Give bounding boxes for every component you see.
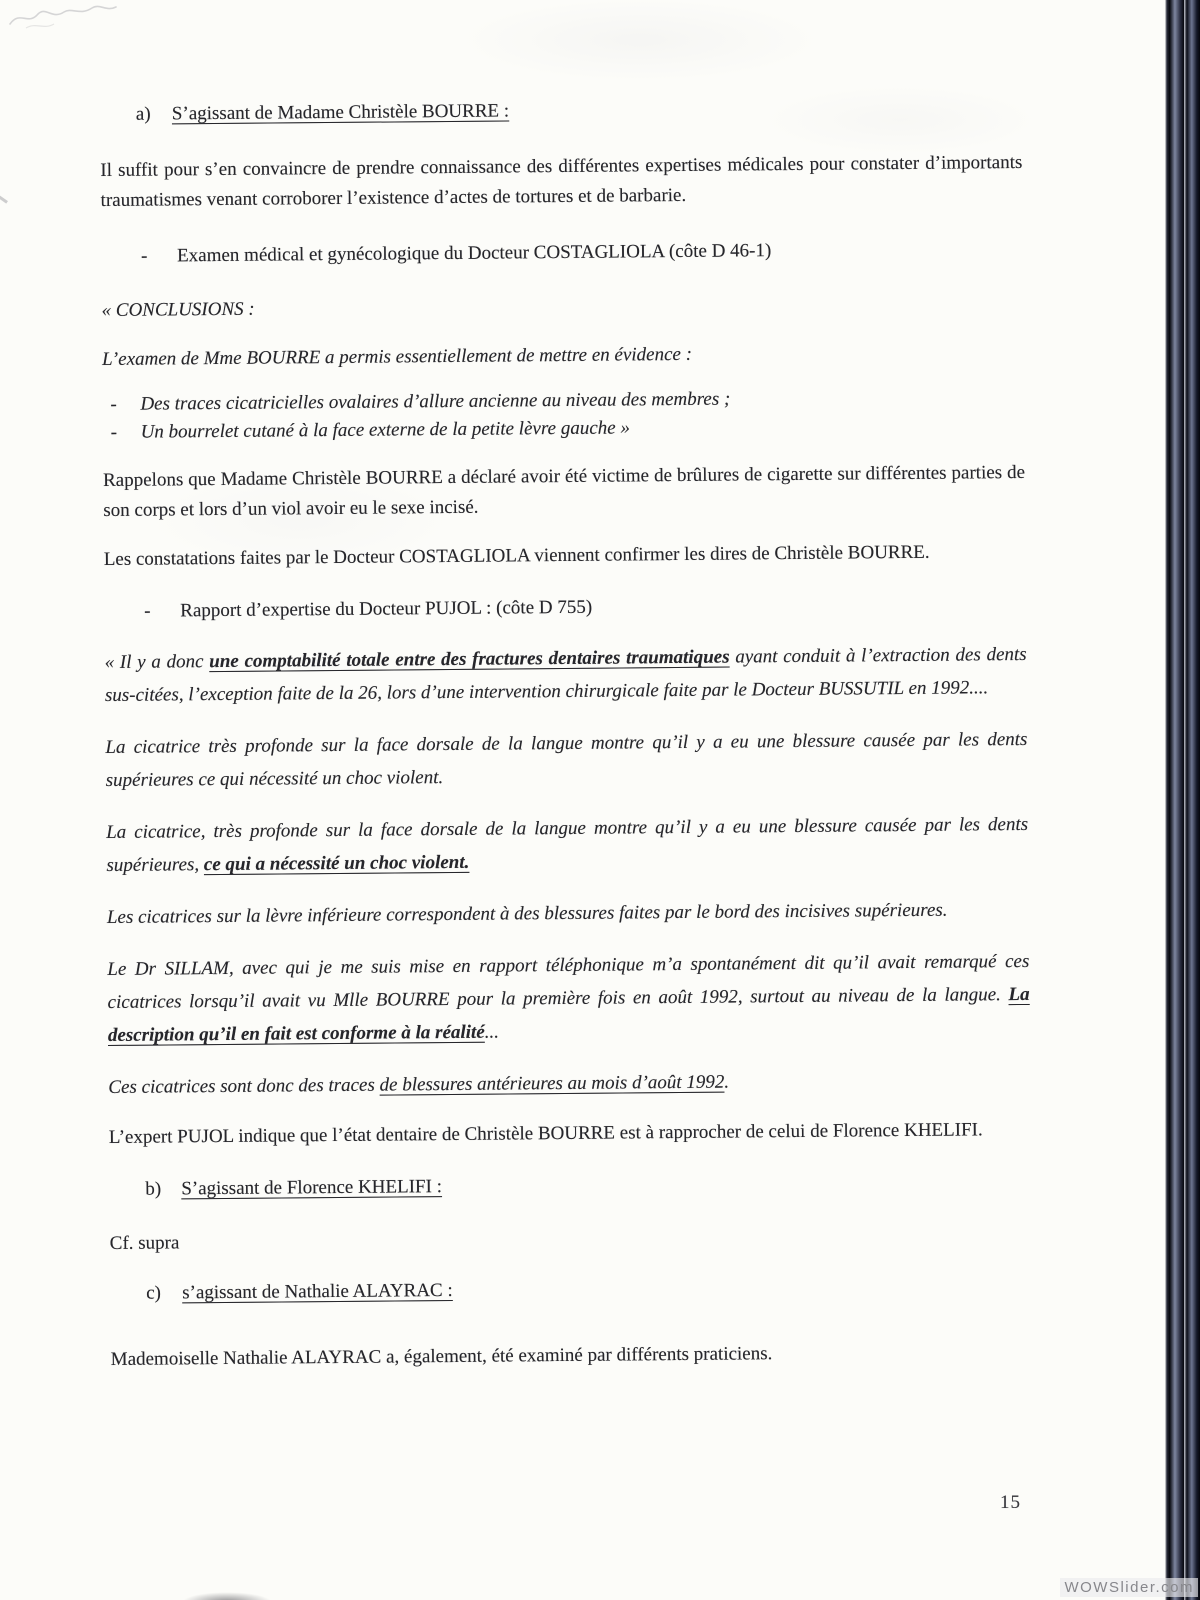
quote-comptabilite (105, 638, 1028, 712)
section-heading-c (110, 1271, 1032, 1309)
list-marker-b: b) (145, 1178, 162, 1200)
dash-marker: - (141, 245, 148, 267)
slider-frame-strip-outer (1165, 0, 1184, 1600)
wowslider-watermark-link[interactable]: WOWSlider.com (1060, 1578, 1198, 1597)
dash-marker: - (144, 600, 151, 622)
conclusions-label: « CONCLUSIONS : (101, 298, 255, 322)
quote-segment: . (724, 1071, 730, 1093)
quote-segment: ayant conduit à l’extraction des dents sus-citées, l’exception faite de la 26, lors d’une intervention chirurgicale faite par le Docteur BUSSUTIL en 1992.... (104, 643, 1027, 706)
quote-segment-emphasized: une comptabilité totale entre des fractures dentaires traumatiques (209, 646, 730, 673)
quote-segment-emphasized: ce qui a nécessité un choc violent. (203, 851, 470, 876)
slider-frame-strip-inner (1184, 0, 1200, 1600)
quote-traces (108, 1063, 1030, 1104)
dash-item-examen (101, 234, 1023, 272)
quote-segment: La cicatrice, très profonde sur la face dorsale de la langue montre qu’il y a eu une blessure causée par les dents supérieures, (106, 813, 1029, 876)
conclusions-intro: L’examen de Mme BOURRE a permis essentiellement de mettre en évidence : (101, 343, 693, 371)
list-marker-a: a) (135, 103, 151, 125)
dash-item-examen-text: Examen médical et gynécologique du Docteur COSTAGLIOLA (côte D 46-1) (177, 240, 772, 267)
quote-segment: Ces cicatrices sont donc des traces (108, 1074, 380, 1098)
conclusion-item-1-text: Des traces cicatricielles ovalaires d’allure ancienne au niveau des membres ; (140, 388, 731, 415)
paragraph-cf-supra: Cf. supra (109, 1232, 180, 1254)
dash-item-rapport-text: Rapport d’expertise du Docteur PUJOL : (côte D 755) (180, 596, 593, 622)
paragraph-constatations: Les constatations faites par le Docteur COSTAGLIOLA viennent confirmer les dires de Christèle BOURRE. (103, 541, 930, 571)
quote-cicatrice-2 (106, 808, 1029, 882)
paragraph-rappelons: Rappelons que Madame Christèle BOURRE a déclaré avoir été victime de brûlures de cigarette sur différentes parties de son corps et lors d’un viol avoir eu le sexe incisé. (102, 461, 1026, 522)
section-heading-a (100, 92, 1022, 130)
dash-item-rapport (104, 589, 1026, 627)
page-number: 15 (1000, 1492, 1021, 1513)
quote-segment: « Il y a donc (104, 651, 210, 674)
paragraph-intro: Il suffit pour s’en convaincre de prendre connaissance des différentes expertises médicales pour constater d’importants traumatismes venant corroborer l’existence d’actes de tortures et de barbarie. (100, 151, 1023, 212)
quote-segment-emphasized: La description qu’il en fait est conforme à la réalité (107, 983, 1030, 1046)
paragraph-expert: L’expert PUJOL indique que l’état dentaire de Christèle BOURRE est à rapprocher de celui de Florence KHELIFI. (108, 1119, 983, 1148)
paragraph-alayrac: Mademoiselle Nathalie ALAYRAC a, également, été examiné par différents praticiens. (110, 1343, 773, 1370)
quote-levre: Les cicatrices sur la lèvre inférieure correspondent à des blessures faites par le bord des incisives supérieures. (106, 899, 948, 928)
scan-smudge-artifact (182, 1592, 272, 1600)
quote-segment: ... (484, 1021, 500, 1043)
conclusion-item-2-text: Un bourrelet cutané à la face externe de la petite lèvre gauche » (140, 417, 630, 443)
section-heading-c-text: s’agissant de Nathalie ALAYRAC : (182, 1279, 453, 1304)
list-marker-c: c) (146, 1282, 162, 1304)
quote-segment-underlined: de blessures antérieures au mois d’août 1992 (379, 1071, 725, 1096)
document-content (99, 0, 1033, 1401)
quote-segment: Le Dr SILLAM, avec qui je me suis mise en rapport téléphonique m’a spontanément dit qu’il avait remarqué ces cicatrices lorsqu’il avait vu Mlle BOURRE pour la première fois en août 1992, surtout au niveau de la langue. (107, 950, 1030, 1013)
scan-edge-mark (0, 195, 8, 203)
dash-marker: - (110, 393, 117, 415)
quote-sillam (107, 945, 1030, 1052)
quote-cicatrice-1: La cicatrice très profonde sur la face dorsale de la langue montre qu’il y a eu une blessure causée par les dents supérieures ce qui nécessité un choc violent. (105, 728, 1028, 791)
section-heading-b (109, 1167, 1031, 1205)
section-heading-b-text: S’agissant de Florence KHELIFI : (181, 1176, 443, 1200)
section-heading-a-text: S’agissant de Madame Christèle BOURRE : (171, 100, 510, 125)
dash-marker: - (110, 421, 118, 443)
